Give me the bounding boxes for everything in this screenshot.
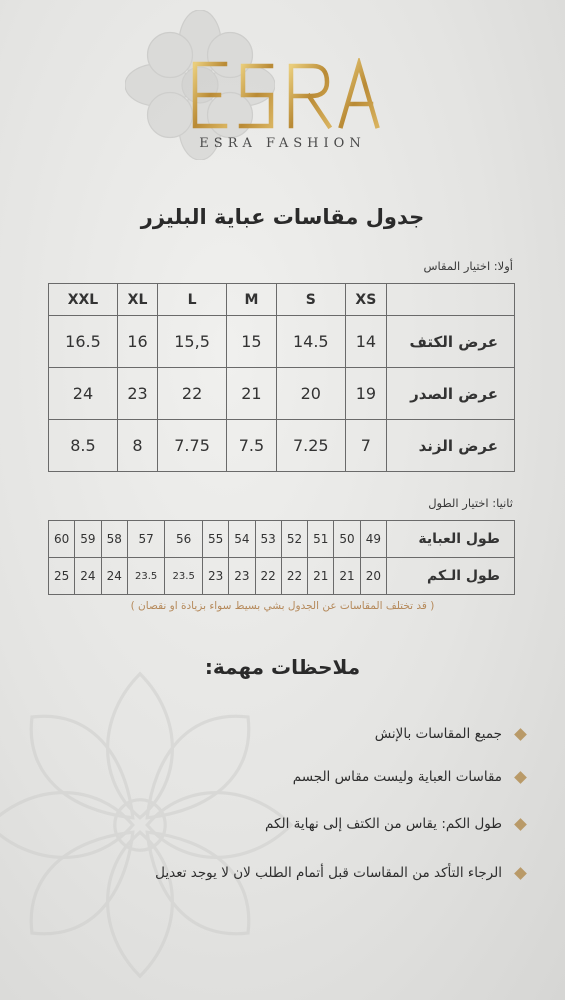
note-item <box>375 726 525 742</box>
table-cell: 22 <box>281 558 307 595</box>
diamond-bullet-icon <box>514 728 527 741</box>
size-header: XL <box>117 284 157 316</box>
table-cell: 23.5 <box>127 558 165 595</box>
table-row <box>49 368 515 420</box>
brand-logo <box>0 58 565 151</box>
diamond-bullet-icon <box>514 867 527 880</box>
row-label: طول العباية <box>387 521 515 558</box>
table-cell: 7.5 <box>227 420 277 472</box>
table-row <box>49 558 515 595</box>
table-row <box>49 521 515 558</box>
size-header: L <box>158 284 227 316</box>
table-cell: 21 <box>334 558 360 595</box>
empty-header-cell <box>387 284 515 316</box>
section-size-label: أولا: اختيار المقاس <box>423 259 513 273</box>
size-header: M <box>227 284 277 316</box>
note-text: مقاسات العباية وليست مقاس الجسم <box>292 769 502 785</box>
table-cell: 50 <box>334 521 360 558</box>
table-cell: 8.5 <box>49 420 118 472</box>
size-header: XXL <box>49 284 118 316</box>
table-cell: 24 <box>75 558 101 595</box>
table-cell: 23.5 <box>165 558 203 595</box>
notes-title: ملاحظات مهمة: <box>204 655 361 679</box>
note-text: جميع المقاسات بالإنش <box>374 726 502 742</box>
note-item <box>293 769 525 785</box>
table-cell: 15 <box>227 316 277 368</box>
table-row <box>49 316 515 368</box>
table-cell: 22 <box>255 558 281 595</box>
table-cell: 23 <box>117 368 157 420</box>
size-header: S <box>276 284 345 316</box>
note-item <box>155 865 525 881</box>
row-label: عرض الصدر <box>387 368 515 420</box>
row-label: طول الـكم <box>387 558 515 595</box>
table-cell: 24 <box>49 368 118 420</box>
table-cell: 59 <box>75 521 101 558</box>
table-header-row <box>49 284 515 316</box>
note-text: طول الكم: يقاس من الكتف إلى نهاية الكم <box>265 816 502 832</box>
row-label: عرض الزند <box>387 420 515 472</box>
table-cell: 60 <box>49 521 75 558</box>
table-cell: 8 <box>117 420 157 472</box>
table-cell: 51 <box>308 521 334 558</box>
table-row <box>49 420 515 472</box>
table-cell: 20 <box>360 558 386 595</box>
table-cell: 54 <box>229 521 255 558</box>
table-cell: 25 <box>49 558 75 595</box>
table-cell: 52 <box>281 521 307 558</box>
diamond-bullet-icon <box>514 818 527 831</box>
table-cell: 14 <box>345 316 386 368</box>
diamond-bullet-icon <box>514 771 527 784</box>
table-cell: 7.25 <box>276 420 345 472</box>
length-table <box>48 520 515 595</box>
table-cell: 23 <box>229 558 255 595</box>
table-cell: 7 <box>345 420 386 472</box>
table-cell: 16 <box>117 316 157 368</box>
table-cell: 21 <box>308 558 334 595</box>
table-cell: 57 <box>127 521 165 558</box>
table-cell: 49 <box>360 521 386 558</box>
sizes-table <box>48 283 515 472</box>
size-header: XS <box>345 284 386 316</box>
note-item <box>265 816 525 832</box>
table-cell: 53 <box>255 521 281 558</box>
table-cell: 16.5 <box>49 316 118 368</box>
table-cell: 55 <box>202 521 228 558</box>
table-cell: 21 <box>227 368 277 420</box>
table-cell: 23 <box>202 558 228 595</box>
brand-subtitle: ESRA FASHION <box>199 136 366 151</box>
note-text: الرجاء التأكد من المقاسات قبل أتمام الطلب لان لا يوجد تعديل <box>155 865 502 881</box>
disclaimer-note: ( قد تختلف المقاسات عن الجدول بشي بسيط سواء بزيادة او نقصان ) <box>130 600 435 612</box>
table-cell: 15,5 <box>158 316 227 368</box>
page-title: جدول مقاسات عباية البليزر <box>140 205 425 229</box>
table-cell: 7.75 <box>158 420 227 472</box>
table-cell: 56 <box>165 521 203 558</box>
section-length-label: ثانيا: اختيار الطول <box>428 496 513 510</box>
table-cell: 24 <box>101 558 127 595</box>
table-cell: 19 <box>345 368 386 420</box>
table-cell: 22 <box>158 368 227 420</box>
table-cell: 20 <box>276 368 345 420</box>
esra-logo-mark <box>183 58 383 133</box>
row-label: عرض الكتف <box>387 316 515 368</box>
table-cell: 58 <box>101 521 127 558</box>
table-cell: 14.5 <box>276 316 345 368</box>
